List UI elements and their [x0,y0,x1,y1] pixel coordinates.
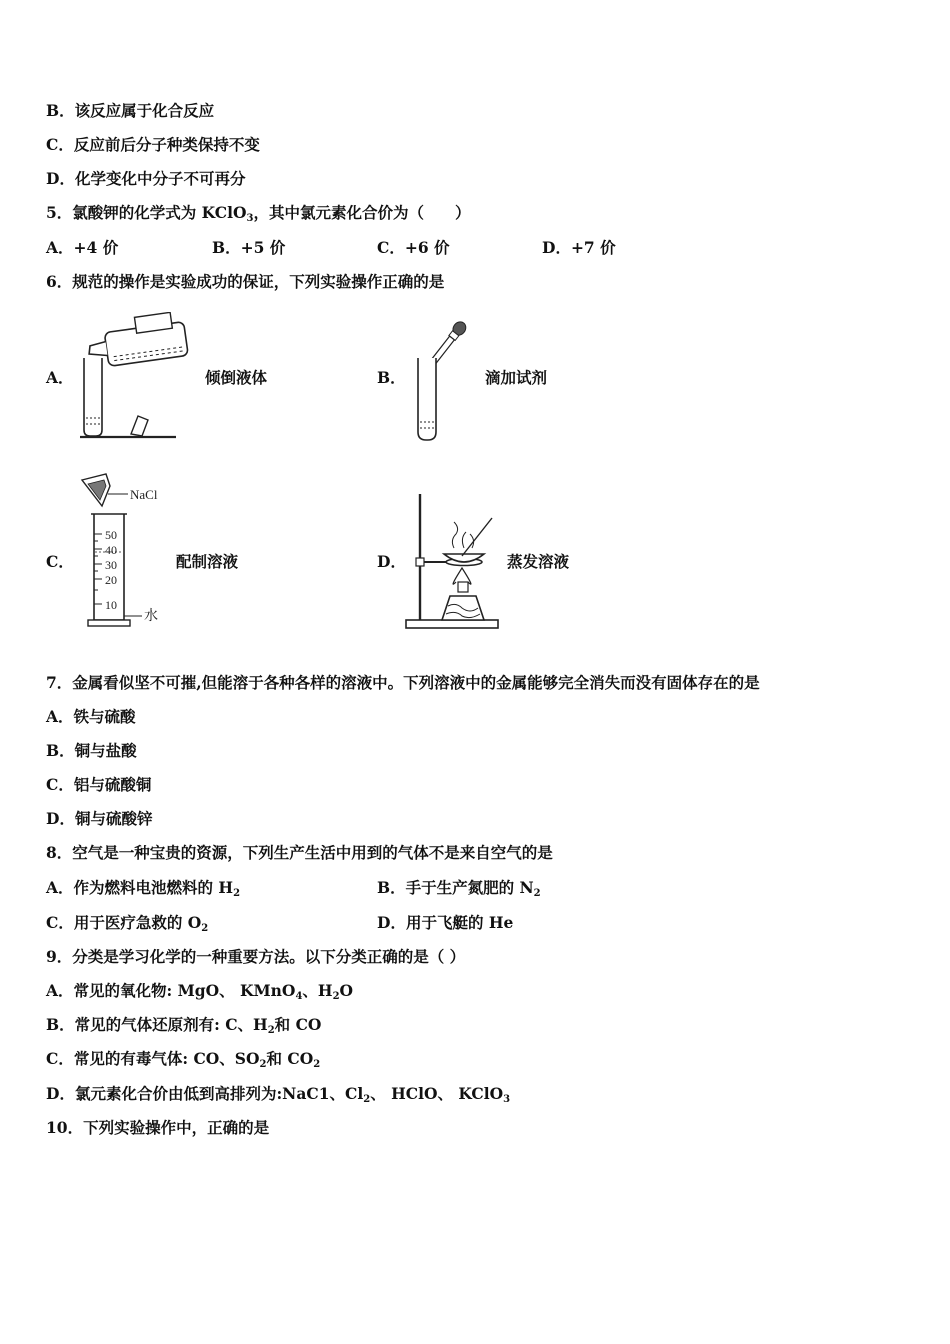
q9-option-c: C．常见的有毒气体: CO、$SO_2$和 $CO_2$ [46,1049,321,1070]
tick-label-10: 10 [105,598,117,612]
q4-option-d: D．化学变化中分子不可再分 [46,169,246,188]
water-label: 水 [144,609,158,624]
q5-option-c: C．+6 价 [377,238,450,257]
q6-option-d-letter: D． [377,552,406,571]
q6-option-c-letter: C． [46,552,74,571]
q8-stem: 8．空气是一种宝贵的资源，下列生产生活中用到的气体不是来自空气的是 [46,843,553,862]
tick-label-30: 30 [105,558,117,572]
q7-option-d: D．铜与硫酸锌 [46,809,153,828]
q6-option-c-caption: 配制溶液 [176,552,239,571]
q4-option-c: C．反应前后分子种类保持不变 [46,135,260,154]
q7-stem: 7．金属看似坚不可摧,但能溶于各种各样的溶液中。下列溶液中的金属能够完全消失而没有固体存在的是 [46,673,760,692]
q10-stem: 10．下列实验操作中，正确的是 [46,1118,270,1137]
q5-option-b: B．+5 价 [212,238,286,257]
q8-option-a: A．作为燃料电池燃料的 $H_2$ [46,878,241,899]
q6-option-a-caption: 倾倒液体 [205,368,268,387]
nacl-label: NaCl [130,487,158,502]
q6-stem: 6．规范的操作是实验成功的保证，下列实验操作正确的是 [46,272,445,291]
q6-option-a-letter: A． [46,368,74,387]
q5-option-d: D．+7 价 [542,238,616,257]
tick-label-40: 40 [105,543,117,557]
q7-option-c: C．铝与硫酸铜 [46,775,152,794]
q5-option-a: A．+4 价 [46,238,119,257]
q6-option-b-caption: 滴加试剂 [485,368,548,387]
tick-label-50: 50 [105,528,117,542]
q8-option-d: D．用于飞艇的 He [377,913,514,932]
pouring-liquid-figure [76,312,191,440]
q7-option-a: A．铁与硫酸 [46,707,136,726]
q6-option-b-letter: B． [377,368,406,387]
q9-stem: 9．分类是学习化学的一种重要方法。以下分类正确的是（ ） [46,947,466,966]
tick-label-20: 20 [105,573,117,587]
q9-option-a: A．常见的氧化物: MgO、 KMnO$_4$、$H_2O$ [46,981,354,1002]
q8-option-b: B．手于生产氮肥的 $N_2$ [377,878,541,899]
q9-option-b: B．常见的气体还原剂有: C、$H_2$和 CO [46,1015,322,1036]
q8-option-c: C．用于医疗急救的 $O_2$ [46,913,209,934]
q7-option-b: B．铜与盐酸 [46,741,137,760]
q5-stem: 5．氯酸钾的化学式为 KClO$_3$，其中氯元素化合价为（ ） [46,203,471,224]
q6-option-d-caption: 蒸发溶液 [507,552,570,571]
graduated-cylinder-figure [80,472,175,632]
q4-option-b: B．该反应属于化合反应 [46,101,215,120]
q9-option-d: D．氯元素化合价由低到高排列为:NaC1、$Cl_2$、 HClO、 KClO$_3$ [46,1084,511,1105]
evaporation-figure [404,490,504,632]
dropper-figure [412,318,472,446]
